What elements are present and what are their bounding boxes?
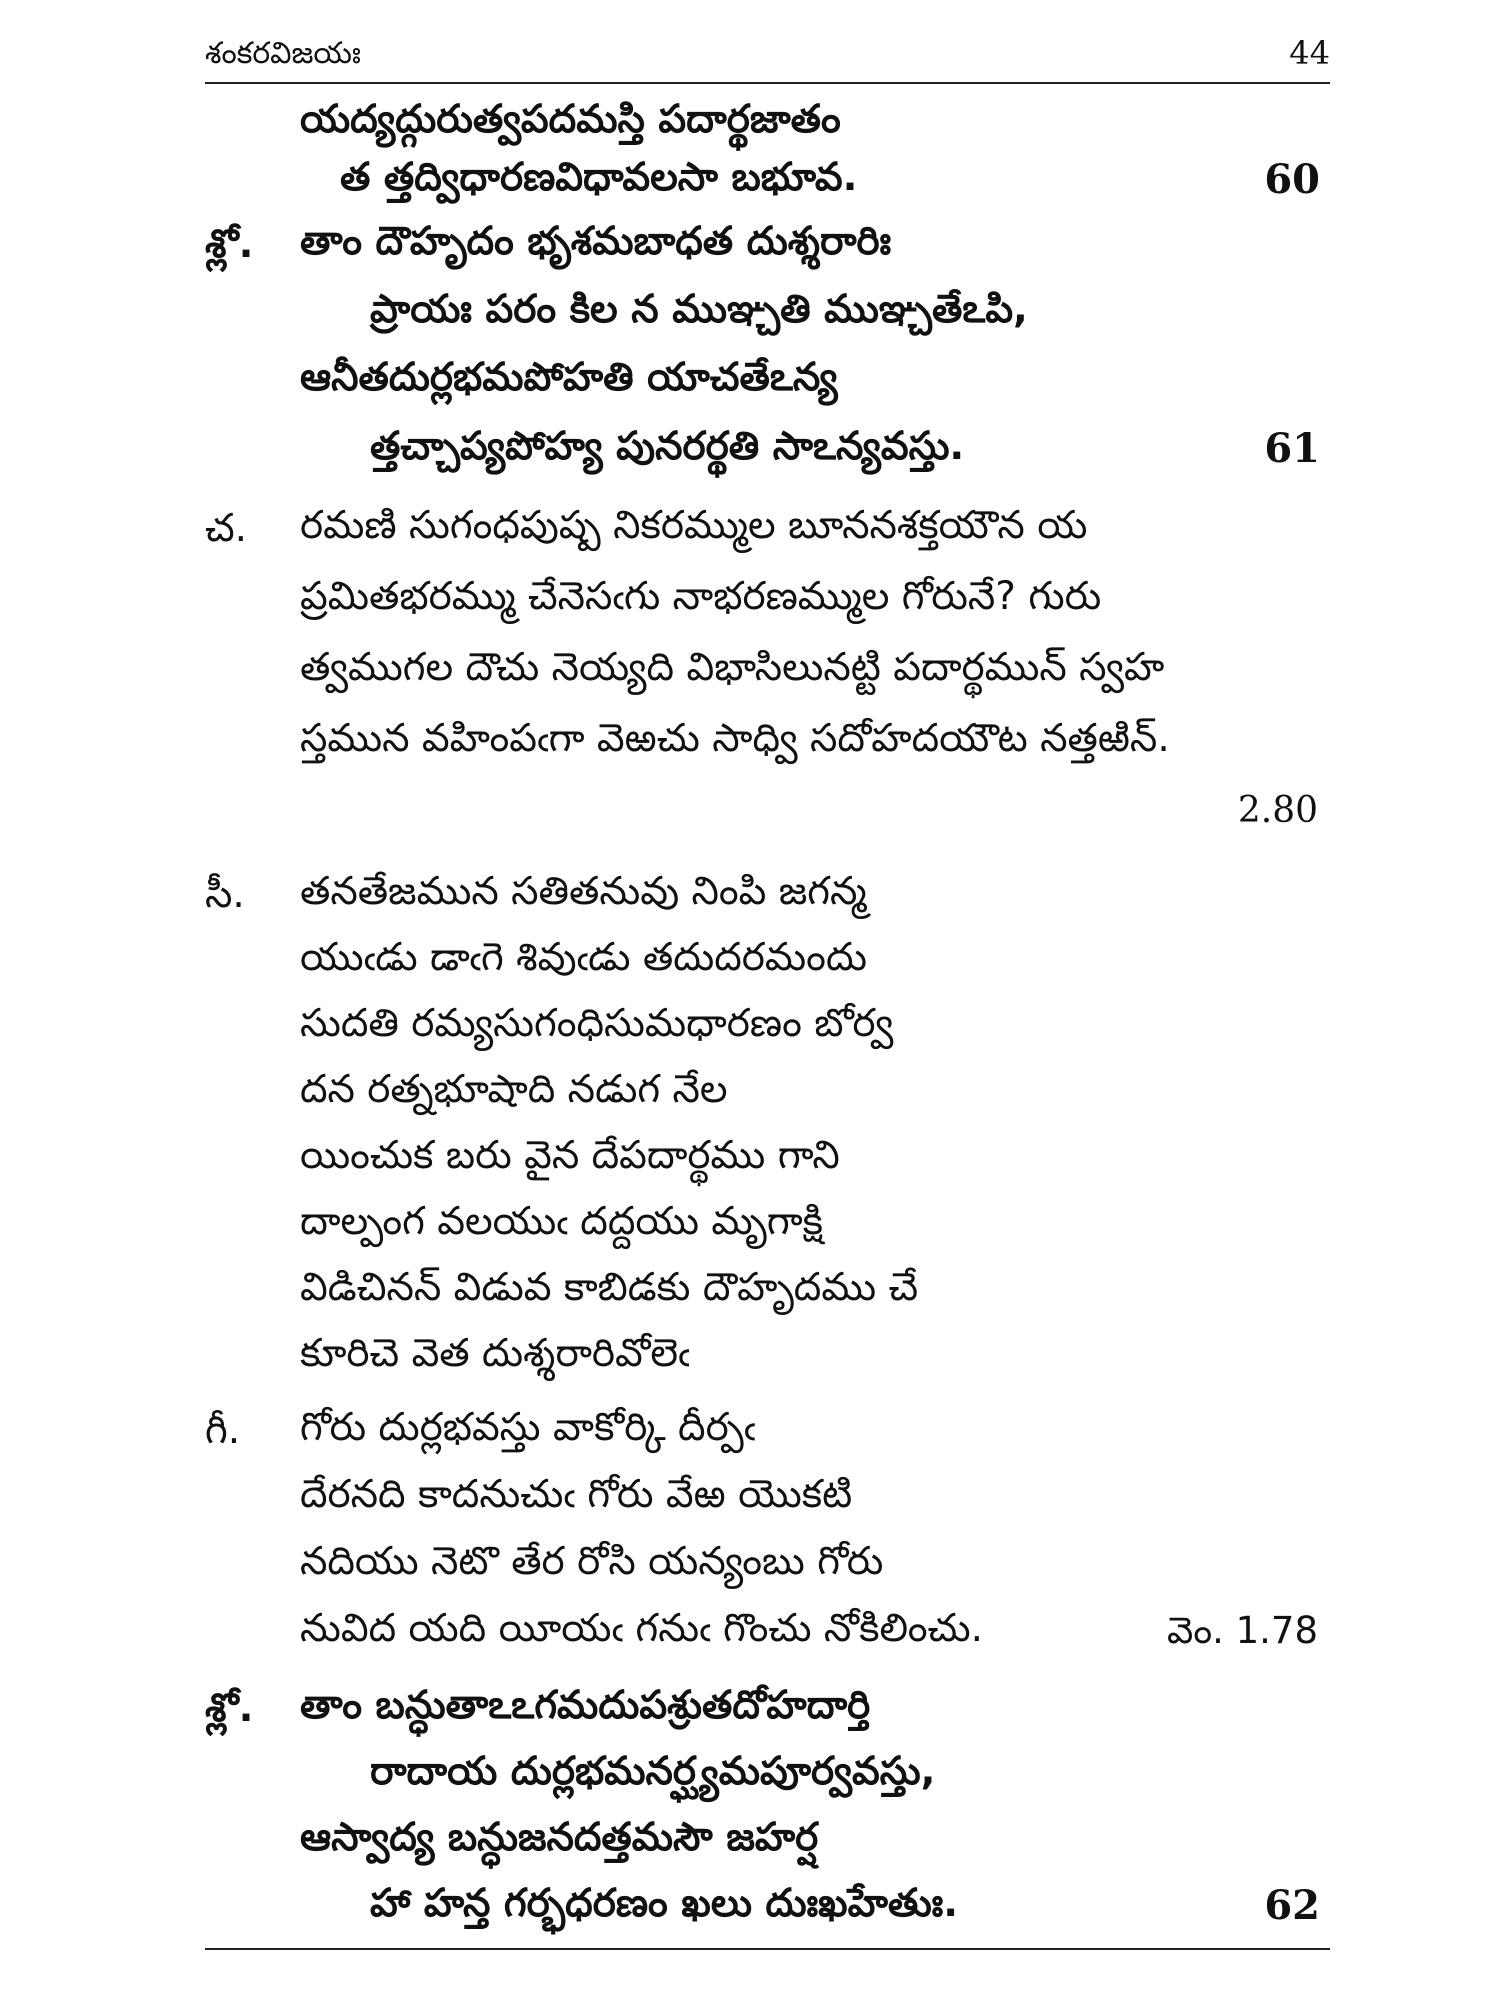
verse-marker: గీ. bbox=[205, 1408, 241, 1453]
header-rule bbox=[205, 82, 1330, 84]
verse-marker: చ. bbox=[205, 506, 248, 551]
verse-marker: శ్లో. bbox=[205, 222, 254, 267]
verse-line: ఆస్వాద్య బన్ధుజనదత్తమసౌ జహర్ష bbox=[300, 1815, 819, 1860]
verse-line: హా హన్త గర్భధరణం ఖలు దుఃఖహేతుః. bbox=[370, 1881, 959, 1926]
verse-line: దేరనది కాదనుచుఁ గోరు వేఱ యొకటి bbox=[300, 1472, 853, 1517]
verse-reference: 2.80 bbox=[1237, 790, 1318, 831]
verse-line: తనతేజమున సతితనువు నింపి జగన్మ bbox=[300, 869, 867, 914]
verse-line: త్వముగల దౌచు నెయ్యది విభాసిలునట్టి పదార్థమున్ స్వహ bbox=[300, 645, 1165, 690]
running-header-title: శంకరవిజయః bbox=[205, 36, 361, 71]
verse-line: త్తచ్చాప్యపోహ్య పునరర్థతి సాఽన్యవస్తు. bbox=[370, 424, 965, 469]
verse-line: గోరు దుర్లభవస్తు వాకోర్కి దీర్పఁ bbox=[300, 1405, 756, 1450]
verse-line: ఆనీతదుర్లభమపోహతి యాచతేఽన్య bbox=[300, 355, 838, 400]
verse-line: ప్రమితభరమ్ము చేనెసఁగు నాభరణమ్ముల గోరునే? గురు bbox=[300, 574, 1102, 619]
verse-line: నదియు నెటొ తేర రోసి యన్యంబు గోరు bbox=[300, 1539, 884, 1584]
verse-line: తాం దౌహృదం భృశమబాధత దుశ్శరారిః bbox=[300, 219, 892, 264]
verse-line: సుదతి రమ్యసుగంధిసుమధారణం బోర్వ bbox=[300, 1001, 894, 1046]
verse-reference: వెం. 1.78 bbox=[1167, 1609, 1318, 1652]
verse-line: దన రత్నభూషాది నడుగ నేల bbox=[300, 1067, 728, 1112]
verse-number: 60 bbox=[1264, 156, 1320, 203]
page-number: 44 bbox=[1289, 34, 1330, 72]
verse-line: రమణి సుగంధపుష్ప నికరమ్ముల బూననశక్తయౌన య bbox=[300, 503, 1088, 548]
verse-marker: సీ. bbox=[205, 872, 245, 917]
verse-line: యద్యద్గురుత్వపదమస్తి పదార్థజాతం bbox=[300, 97, 841, 142]
verse-line: ప్రాయః పరం కిల న ముఞ్చతి ముఞ్చతేఽపి, bbox=[370, 287, 1028, 332]
verse-line: రాదాయ దుర్లభమనర్ఘ్యమపూర్వవస్తు, bbox=[370, 1749, 936, 1794]
footer-rule bbox=[205, 1948, 1330, 1950]
verse-marker: శ్లో. bbox=[205, 1686, 254, 1731]
verse-line: విడిచినన్ విడువ కాబిడకు దౌహృదము చే bbox=[300, 1265, 919, 1310]
verse-line: యుఁడు డాఁగె శివుఁడు తదుదరమందు bbox=[300, 935, 867, 980]
verse-line: యించుక బరు వైన దేపదార్థము గాని bbox=[300, 1133, 840, 1178]
verse-number: 61 bbox=[1264, 425, 1320, 472]
verse-line: దాల్పంగ వలయుఁ దద్దయు మృగాక్షి bbox=[300, 1199, 824, 1244]
verse-line: తాం బన్ధుతాఽఽగమదుపశ్రుతదోహదార్తి bbox=[300, 1683, 871, 1728]
verse-number: 62 bbox=[1264, 1882, 1320, 1929]
verse-line: నువిద యది యీయఁ గనుఁ గొంచు నోకిలించు. bbox=[300, 1606, 984, 1651]
verse-line: త త్తద్విధారణవిధావలసా బభూవ. bbox=[340, 155, 858, 200]
verse-line: స్తమున వహింపఁగా వెఱచు సాధ్వి సదోహదయౌట నత్తఱిన్. bbox=[300, 716, 1170, 761]
verse-line: కూరిచె వెత దుశ్శరారివోలెఁ bbox=[300, 1331, 690, 1376]
